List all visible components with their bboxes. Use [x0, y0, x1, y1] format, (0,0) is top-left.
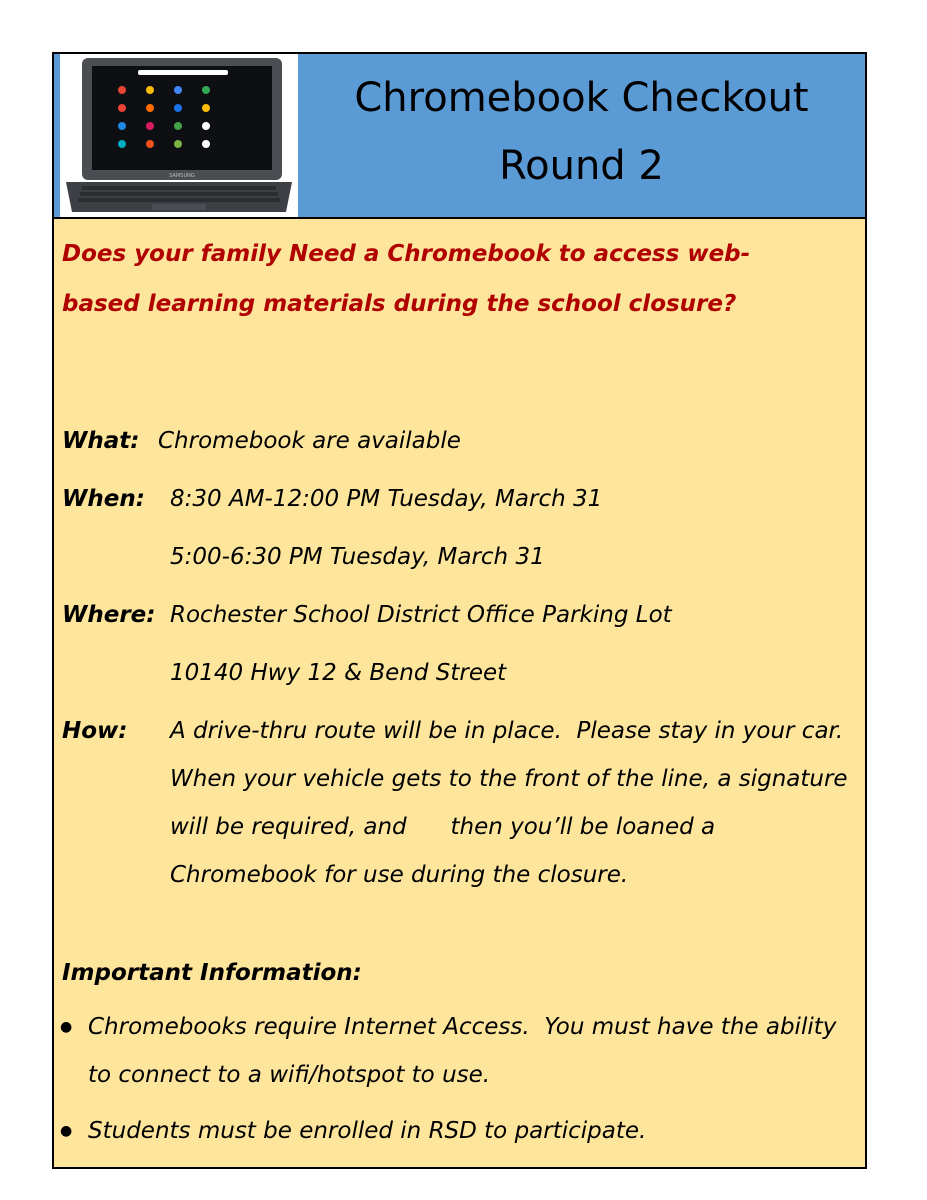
- laptop-brand-logo: SAMSUNG: [169, 173, 195, 179]
- list-item: [62, 1107, 858, 1155]
- how-label: How:: [62, 718, 128, 744]
- when-row-2: [62, 533, 862, 581]
- how-row: [62, 707, 862, 899]
- where-row-2: [62, 649, 862, 697]
- how-value: A drive-thru route will be in place. Please stay in your car. When your vehicle gets to the front of the line, a signature will be required, and then you’ll be loaned a Chromebook for use during the closure.: [170, 718, 858, 888]
- title-line-2: Round 2: [499, 143, 664, 189]
- flyer-body: [62, 229, 862, 1155]
- flyer: [52, 52, 867, 1169]
- bullet-text: Chromebooks require Internet Access. You must have the ability to connect to a wifi/hotspot to use.: [88, 1014, 844, 1088]
- when-value-2: 5:00-6:30 PM Tuesday, March 31: [170, 544, 545, 570]
- page-title: [304, 64, 859, 200]
- where-label: Where:: [62, 602, 156, 628]
- bullet-text: Students must be enrolled in RSD to participate.: [88, 1118, 647, 1144]
- when-label: When:: [62, 486, 145, 512]
- important-heading: Important Information:: [62, 960, 362, 986]
- header-banner: [54, 54, 865, 219]
- when-row: [62, 475, 862, 523]
- bullet-dot-icon: ●: [60, 1019, 73, 1035]
- when-value-1: 8:30 AM-12:00 PM Tuesday, March 31: [170, 486, 603, 512]
- what-label: What:: [62, 428, 140, 454]
- where-value-1: Rochester School District Office Parking Lot: [170, 602, 672, 628]
- spacer: [62, 899, 862, 949]
- list-item: [62, 1003, 858, 1099]
- what-value: Chromebook are available: [158, 428, 461, 454]
- where-row: [62, 591, 862, 639]
- chromebook-laptop-icon: [60, 54, 298, 217]
- question-heading: Does your family Need a Chromebook to access web-based learning materials during the school closure?: [62, 241, 751, 317]
- laptop-illustration: [60, 54, 298, 217]
- what-row: [62, 417, 862, 465]
- spacer: [62, 329, 862, 417]
- bullet-dot-icon: ●: [60, 1123, 73, 1139]
- where-value-2: 10140 Hwy 12 & Bend Street: [170, 660, 507, 686]
- title-line-1: Chromebook Checkout: [354, 75, 809, 121]
